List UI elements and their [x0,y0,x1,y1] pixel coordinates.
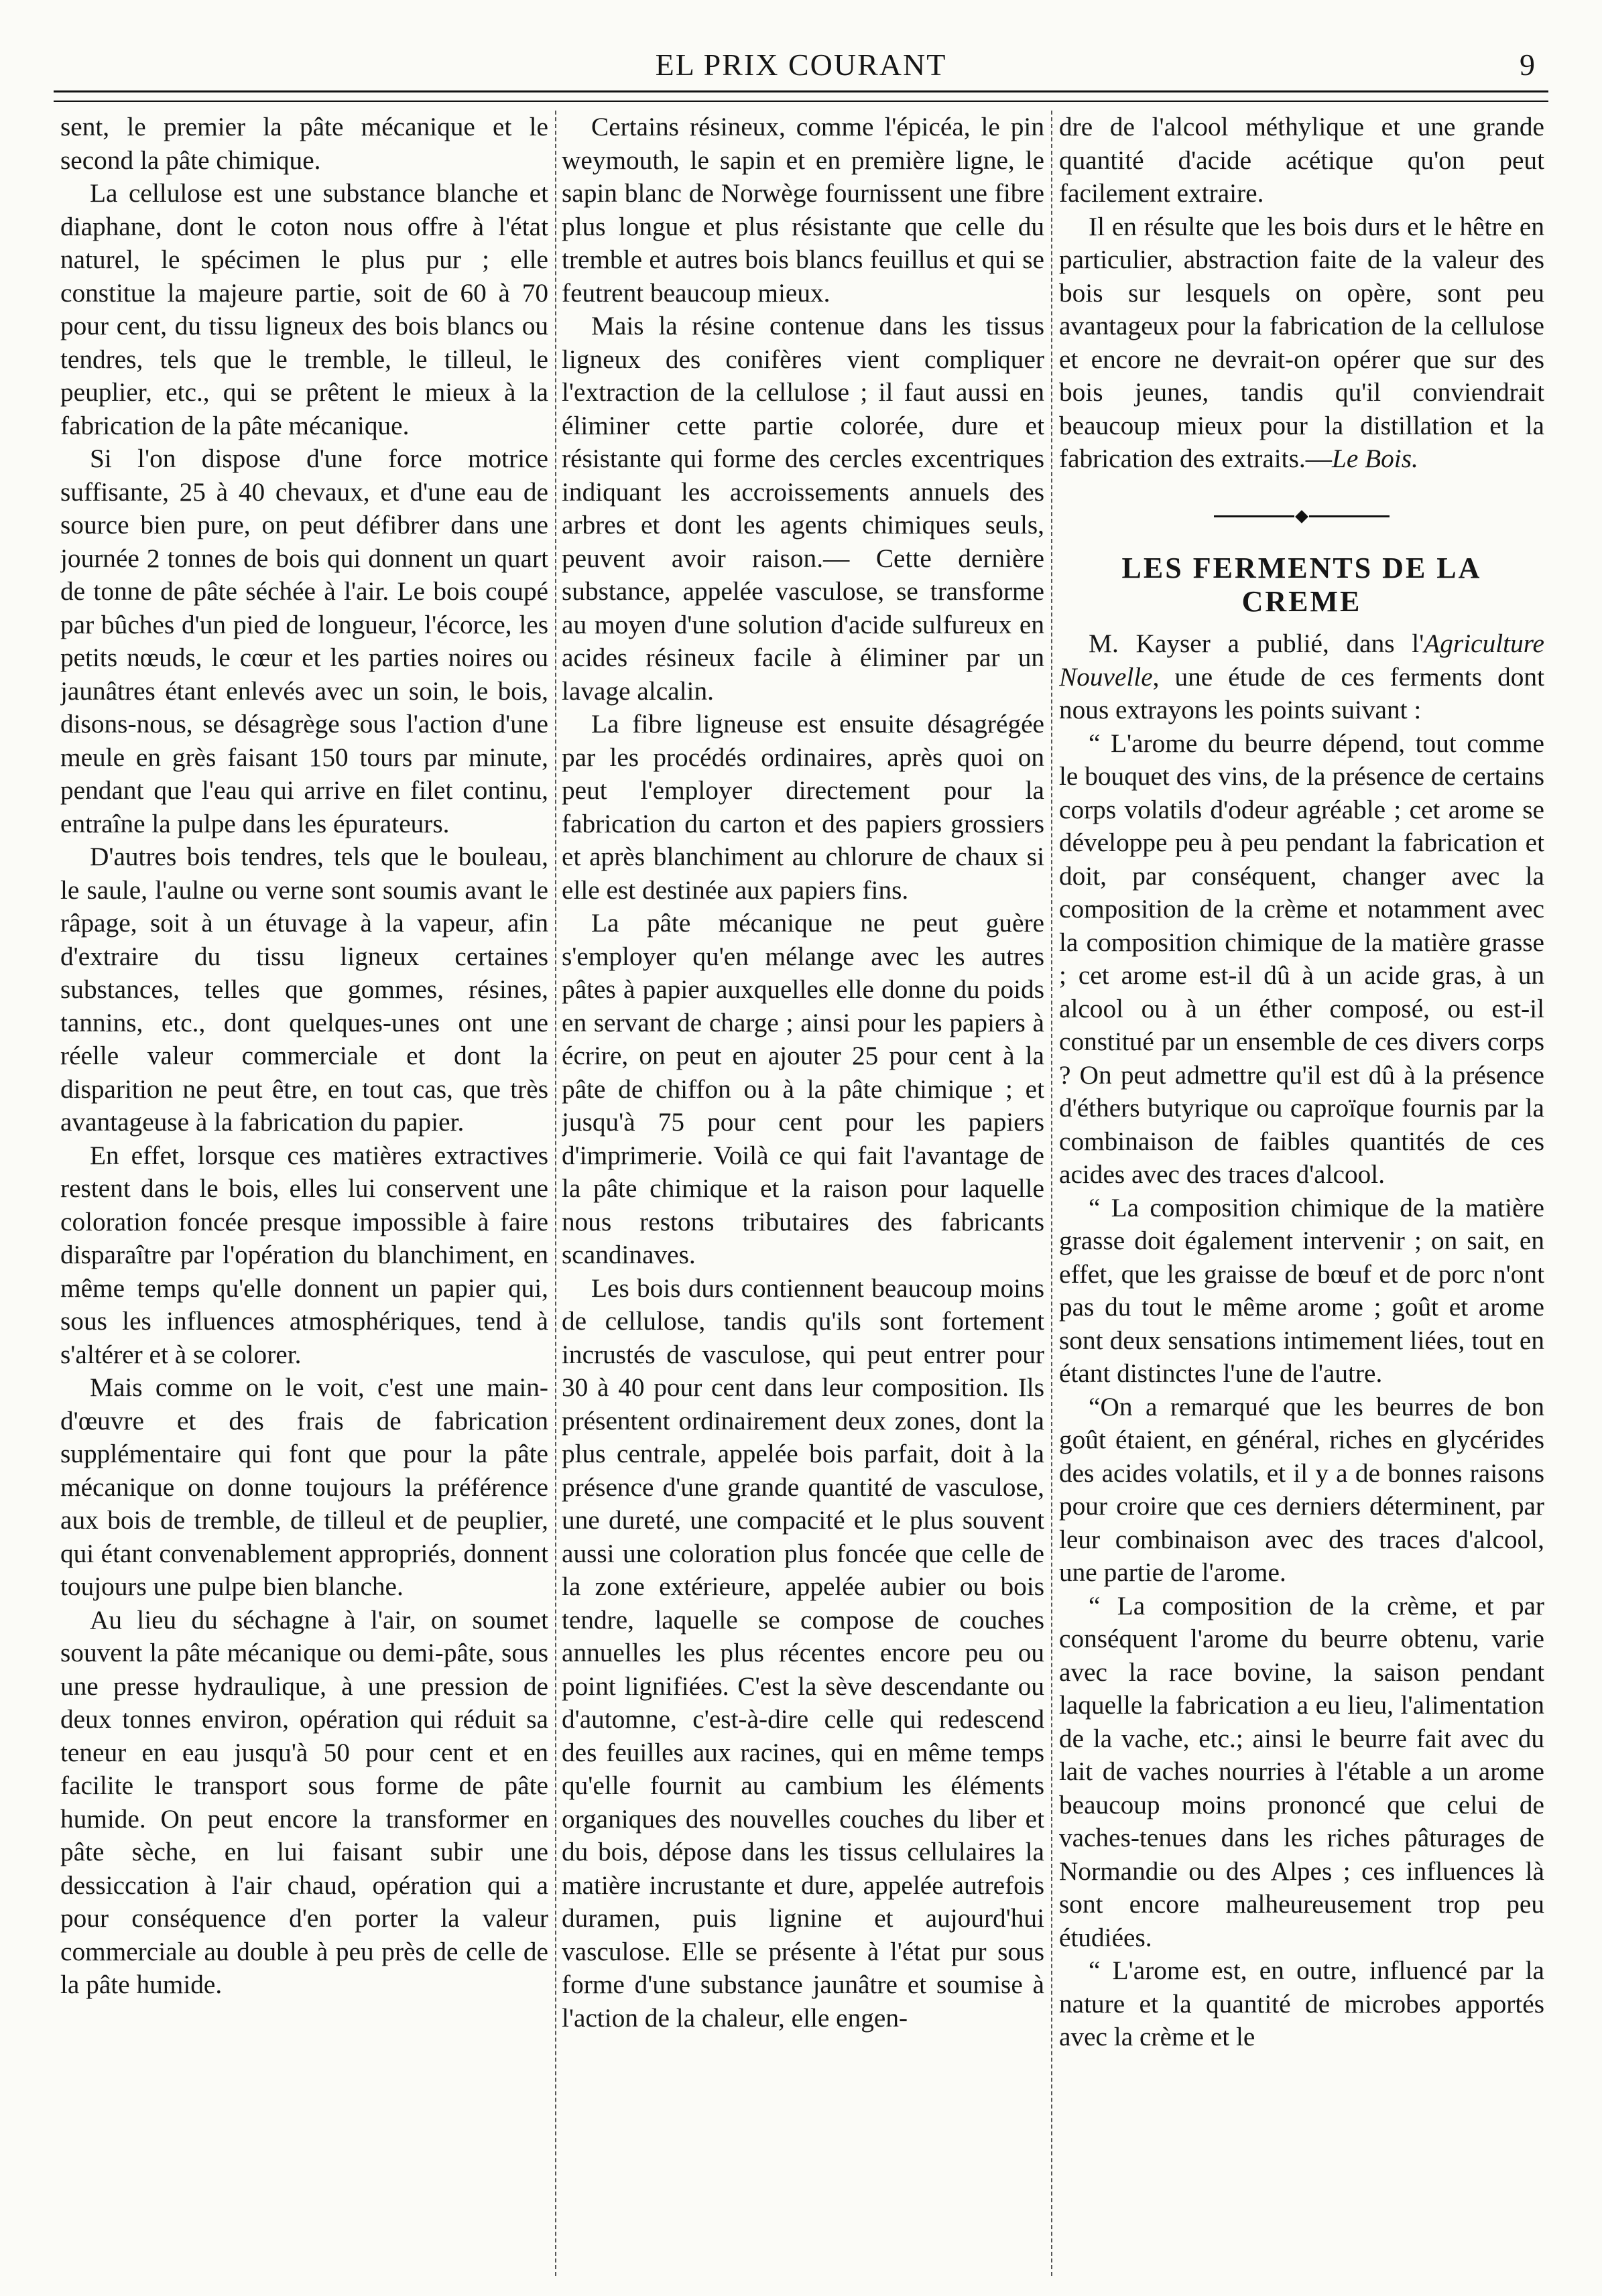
header-rule [54,90,1548,92]
source-citation: Le Bois. [1332,444,1418,473]
column-divider [555,111,556,2276]
paragraph: Les bois durs contiennent beaucoup moins de cellulose, tandis qu'ils sont fortement incrustés de vasculose, qui peut entrer pour 30 à 40 pour cent dans leur composition. Ils présentent ordinairement deux zones, dont la plus centrale, appelée bois parfait, doit à la présence d'une grande quantité de vasculose, une dureté, une compacité et le plus souvent aussi une coloration plus foncée que celle de la zone extérieure, appelée aubier ou bois tendre, laquelle se compose de couches annuelles les plus récentes encore peu ou point lignifiées. C'est la sève descendante ou d'automne, c'est-à-dire celle qui redescend des feuilles aux racines, qui en même temps qu'elle fournit au cambium les éléments organiques des nouvelles couches du liber et du bois, dépose dans les tissus cellulaires la matière incrustante et dure, appelée autrefois duramen, puis lignine et aujourd'hui vasculose. Elle se présente à l'état pur sous forme d'une substance jaunâtre et soumise à l'action de la chaleur, elle engen- [562,1273,1044,2033]
paragraph: Si l'on dispose d'une force motrice suffisante, 25 à 40 chevaux, et d'une eau de source bien pure, on peut défibrer dans une journée 2 tonnes de bois qui donnent un quart de tonne de pâte séchée à l'air. Le bois coupé par bûches d'un pied de longueur, l'écorce, les petits nœuds, le cœur et les parties noires ou jaunâtres étant enlevés avec un soin, le bois, disons-nous, se désagrège sous l'action d'une meule en grès faisant 150 tours par minute, pendant que l'eau qui arrive en filet continu, entraîne la pulpe dans les épurateurs. [60,444,548,838]
paragraph: “ L'arome est, en outre, influencé par la nature et la quantité de microbes apportés avec la crème et le [1059,1956,1544,2051]
page-title: EL PRIX COURANT [655,48,947,82]
paragraph: Certains résineux, comme l'épicéa, le pin weymouth, le sapin et en première ligne, le sapin blanc de Norwège fournissent une fibre plus longue et plus résistante que celle du tremble et autres bois blancs feuillus et qui se feutrent beaucoup mieux. [562,112,1044,308]
ornament-separator [1059,499,1544,532]
paragraph-text: Il en résulte que les bois durs et le hêtre en particulier, abstraction faite de la valeur des bois sur lesquels on opère, sont peu avantageux pour la fabrication de la cellulose et encore ne devrait-on opérer que sur des bois jeunes, tandis qu'il conviendrait beaucoup mieux pour la distillation et la fabrication des extraits.— [1059,211,1544,473]
paragraph: “ La composition de la crème, et par conséquent l'arome du beurre obtenu, varie avec la race bovine, la saison pendant laquelle la fabrication a eu lieu, l'alimentation de la vache, etc.; ainsi le beurre fait avec du lait de vaches nourries à l'étable a un arome beaucoup moins prononcé que celui de vaches-tenues dans les riches pâturages de Normandie ou des Alpes ; ces influences là sont encore malheureusement trop peu étudiées. [1059,1590,1544,1952]
column-2 [562,111,1044,2276]
paragraph: M. Kayser a publié, dans l'Agriculture Nouvelle, une étude de ces ferments dont nous extrayons les points suivant : [1059,629,1544,724]
paragraph: La cellulose est une substance blanche et diaphane, dont le coton nous offre à l'état naturel, le spécimen le plus pur ; elle constitue la majeure partie, soit de 60 à 70 pour cent, du tissu ligneux des bois blancs ou tendres, tels que le tremble, le tilleul, le peuplier, etc., qui se prêtent le mieux à la fabrication de la pâte mécanique. [60,178,548,440]
paragraph: En effet, lorsque ces matières extractives restent dans le bois, elles lui conservent une coloration foncée presque impossible à faire disparaître par l'opération du blanchiment, en même temps qu'elle donnent un papier qui, sous les influences atmosphériques, tend à s'altérer et à se colorer. [60,1140,548,1369]
paragraph: Mais comme on le voit, c'est une main-d'œuvre et des frais de fabrication supplémentaire qui font que pour la pâte mécanique on donne toujours la préférence aux bois de tremble, de tilleul et de peuplier, qui étant convenablement appropriés, donnent toujours une pulpe bien blanche. [60,1373,548,1601]
paragraph: “ La composition chimique de la matière grasse doit également intervenir ; on sait, en effet, que les graisse de bœuf et de porc n'ont pas du tout le même arome ; goût et arome sont deux sensations intimement liées, tout en étant distinctes l'une de l'autre. [1059,1192,1544,1388]
paragraph: “ L'arome du beurre dépend, tout comme le bouquet des vins, de la présence de certains corps volatils d'odeur agréable ; cet arome se développe peu à peu pendant la fabrication et doit, par conséquent, changer avec la composition de la crème et notamment avec la composition chimique de la matière grasse ; cet arome est-il dû à un acide gras, à un alcool ou à un éther composé, ou est-il constitué par un ensemble de ces divers corps ? On peut admettre qu'il est dû à la présence d'éthers butyrique ou caproïque fournis par la combinaison de faibles quantités de ces acides avec des traces d'alcool. [1059,728,1544,1189]
column-divider [1051,111,1052,2276]
paragraph: Au lieu du séchagne à l'air, on soumet souvent la pâte mécanique ou demi-pâte, sous une presse hydraulique, à une pression de deux tonnes environ, opération qui réduit sa teneur en eau jusqu'à 50 pour cent et en facilite le transport sous forme de pâte humide. On peut encore la transformer en pâte sèche, en lui faisant subir une dessiccation à l'air chaud, opération qui a pour conséquence d'en porter la valeur commerciale au double à peu près de celle de la pâte humide. [60,1604,548,1999]
header-rule-thin [54,101,1548,102]
paragraph: sent, le premier la pâte mécanique et le second la pâte chimique. [60,112,548,175]
paragraph: D'autres bois tendres, tels que le bouleau, le saule, l'aulne ou verne sont soumis avant le râpage, soit à un étuvage à la vapeur, afin d'extraire du tissu ligneux certaines substances, telles que gommes, résines, tannins, etc., dont quelques-unes ont une réelle valeur commerciale et dont la disparition ne peut être, en tout cas, que très avantageuse à la fabrication du papier. [60,842,548,1137]
paragraph [1059,210,1544,476]
page-number: 9 [1520,48,1535,82]
column-1 [60,111,548,2276]
publication-name: Agriculture Nouvelle [1059,629,1544,692]
paragraph: “On a remarqué que les beurres de bon goût étaient, en général, riches en glycérides des acides volatils, et il y a de bonnes raisons pour croire que ces derniers déterminent, par leur combinaison avec des traces d'alcool, une partie de l'arome. [1059,1391,1544,1587]
paragraph: La fibre ligneuse est ensuite désagrégée par les procédés ordinaires, après quoi on peut l'employer directement pour la fabrication du carton et des papiers grossiers et après blanchiment au chlorure de chaux si elle est destinée aux papiers fins. [562,709,1044,905]
column-3 [1059,111,1544,2276]
paragraph: dre de l'alcool méthylique et une grande quantité d'acide acétique qu'on peut facilement extraire. [1059,112,1544,208]
paragraph: La pâte mécanique ne peut guère s'employer qu'en mélange avec les autres pâtes à papier auxquelles elle donne du poids en servant de charge ; ainsi pour les papiers à écrire, on peut en ajouter 25 pour cent à la pâte de chiffon ou à la pâte chimique ; et jusqu'à 75 pour cent pour les papiers d'imprimerie. Voilà ce qui fait l'avantage de la pâte chimique et la raison pour laquelle nous restons tributaires des fabricants scandinaves. [562,908,1044,1269]
section-title: LES FERMENTS DE LA CREME [1121,552,1482,618]
page-header [54,40,1548,94]
paragraph: Mais la résine contenue dans les tissus ligneux des conifères vient compliquer l'extraction de la cellulose ; il faut aussi en éliminer cette partie colorée, dure et résistante qui forme des cercles excentriques indiquant les accroissements annuels des arbres et dont les agents chimiques seuls, peuvent avoir raison.— Cette dernière substance, appelée vasculose, se transforme au moyen d'une solution d'acide sulfureux en acides résineux facile à éliminer par un lavage alcalin. [562,311,1044,706]
